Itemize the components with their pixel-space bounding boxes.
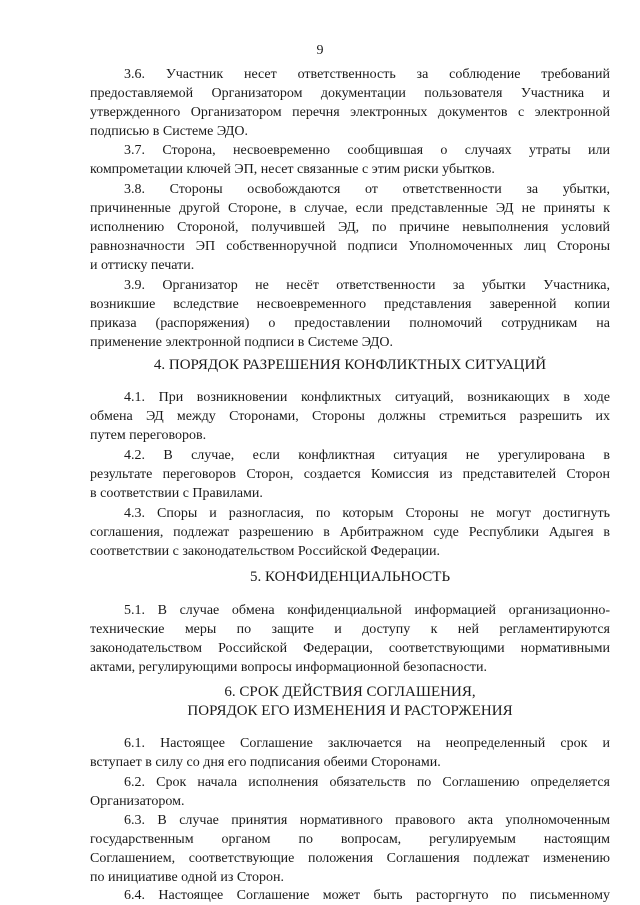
paragraph-3-8-line-5: и оттиску печати. [90,258,195,273]
paragraph-3-8-line-3: исполнению Стороной, получившей ЭД, по причине невыполнения условий [90,220,610,235]
section-4-heading: 4. ПОРЯДОК РАЗРЕШЕНИЯ КОНФЛИКТНЫХ СИТУАЦИЙ [153,357,547,373]
paragraph-3-7-line-1: 3.7. Сторона, несвоевременно сообщившая о случаях утраты или [124,143,610,158]
paragraph-4-3-line-2: соглашения, подлежат разрешению в Арбитражном суде Республики Адыгея в [90,525,610,540]
paragraph-3-6-line-3: утвержденного Организатором перечня электронных документов с электронной [90,105,610,120]
paragraph-3-9-line-1: 3.9. Организатор не несёт ответственности за убытки Участника, [124,278,610,293]
paragraph-6-1-line-1: 6.1. Настоящее Соглашение заключается на неопределенный срок и [124,736,610,751]
paragraph-6-2-line-2: Организатором. [90,794,185,809]
paragraph-6-1-line-2: вступает в силу со дня его подписания обеими Сторонами. [90,755,441,770]
paragraph-3-8-line-2: причиненные другой Стороне, в случае, если представленные ЭД не приняты к [90,201,610,216]
paragraph-3-9-line-3: приказа (распоряжения) о предоставлении полномочий сотрудникам на [90,316,610,331]
paragraph-6-3-line-1: 6.3. В случае принятия нормативного правового акта уполномоченным [124,813,610,828]
paragraph-4-2-line-3: в соответствии с Правилами. [90,486,263,501]
paragraph-4-1-line-1: 4.1. При возникновении конфликтных ситуаций, возникающих в ходе [124,390,610,405]
paragraph-4-2-line-1: 4.2. В случае, если конфликтная ситуация не урегулирована в [124,448,610,463]
paragraph-3-9-line-4: применение электронной подписи в Системе ЭДО. [90,335,393,350]
section-5-heading: 5. КОНФИДЕНЦИАЛЬНОСТЬ [249,569,451,585]
section-6-heading-line-1: 6. СРОК ДЕЙСТВИЯ СОГЛАШЕНИЯ, [224,684,476,700]
paragraph-6-2-line-1: 6.2. Срок начала исполнения обязательств по Соглашению определяется [124,775,610,790]
page-number: 9 [316,43,324,58]
paragraph-5-1-line-4: актами, регулирующими вопросы информационной безопасности. [90,660,488,675]
paragraph-5-1-line-3: законодательством Российской Федерации, соответствующими нормативными [90,641,610,656]
paragraph-4-1-line-2: обмена ЭД между Сторонами, Стороны должны стремиться разрешить их [90,409,610,424]
paragraph-5-1-line-2: технические меры по защите и доступу к ней регламентируются [90,622,610,637]
paragraph-3-6-line-1: 3.6. Участник несет ответственность за соблюдение требований [124,67,610,82]
paragraph-3-8-line-4: равнозначности ЭП собственноручной подписи Уполномоченных лиц Стороны [90,239,610,254]
paragraph-3-9-line-2: возникшие вследствие несвоевременного представления заверенной копии [90,297,610,312]
paragraph-6-3-line-4: по инициативе одной из Сторон. [90,870,284,885]
paragraph-5-1-line-1: 5.1. В случае обмена конфиденциальной информацией организационно- [124,603,610,618]
paragraph-4-2-line-2: результате переговоров Сторон, создается Комиссия из представителей Сторон [90,467,610,482]
section-6-heading-line-2: ПОРЯДОК ЕГО ИЗМЕНЕНИЯ И РАСТОРЖЕНИЯ [187,703,513,719]
paragraph-6-4-line-1: 6.4. Настоящее Соглашение может быть расторгнуто по письменному [124,888,610,903]
paragraph-3-6-line-4: подписью в Системе ЭДО. [90,124,249,139]
paragraph-3-7-line-2: компрометации ключей ЭП, несет связанные с этим риски убытков. [90,162,495,177]
paragraph-6-3-line-2: государственным органом по вопросам, регулируемым настоящим [90,832,610,847]
paragraph-4-3-line-1: 4.3. Споры и разногласия, по которым Стороны не могут достигнуть [124,506,610,521]
paragraph-3-6-line-2: предоставляемой Организатором документации пользователя Участника и [90,86,610,101]
paragraph-6-3-line-3: Соглашением, соответствующие положения Соглашения подлежат изменению [90,851,610,866]
paragraph-4-3-line-3: соответствии с законодательством Российской Федерации. [90,544,440,559]
paragraph-4-1-line-3: путем переговоров. [90,428,207,443]
paragraph-3-8-line-1: 3.8. Стороны освобождаются от ответственности за убытки, [124,182,610,197]
